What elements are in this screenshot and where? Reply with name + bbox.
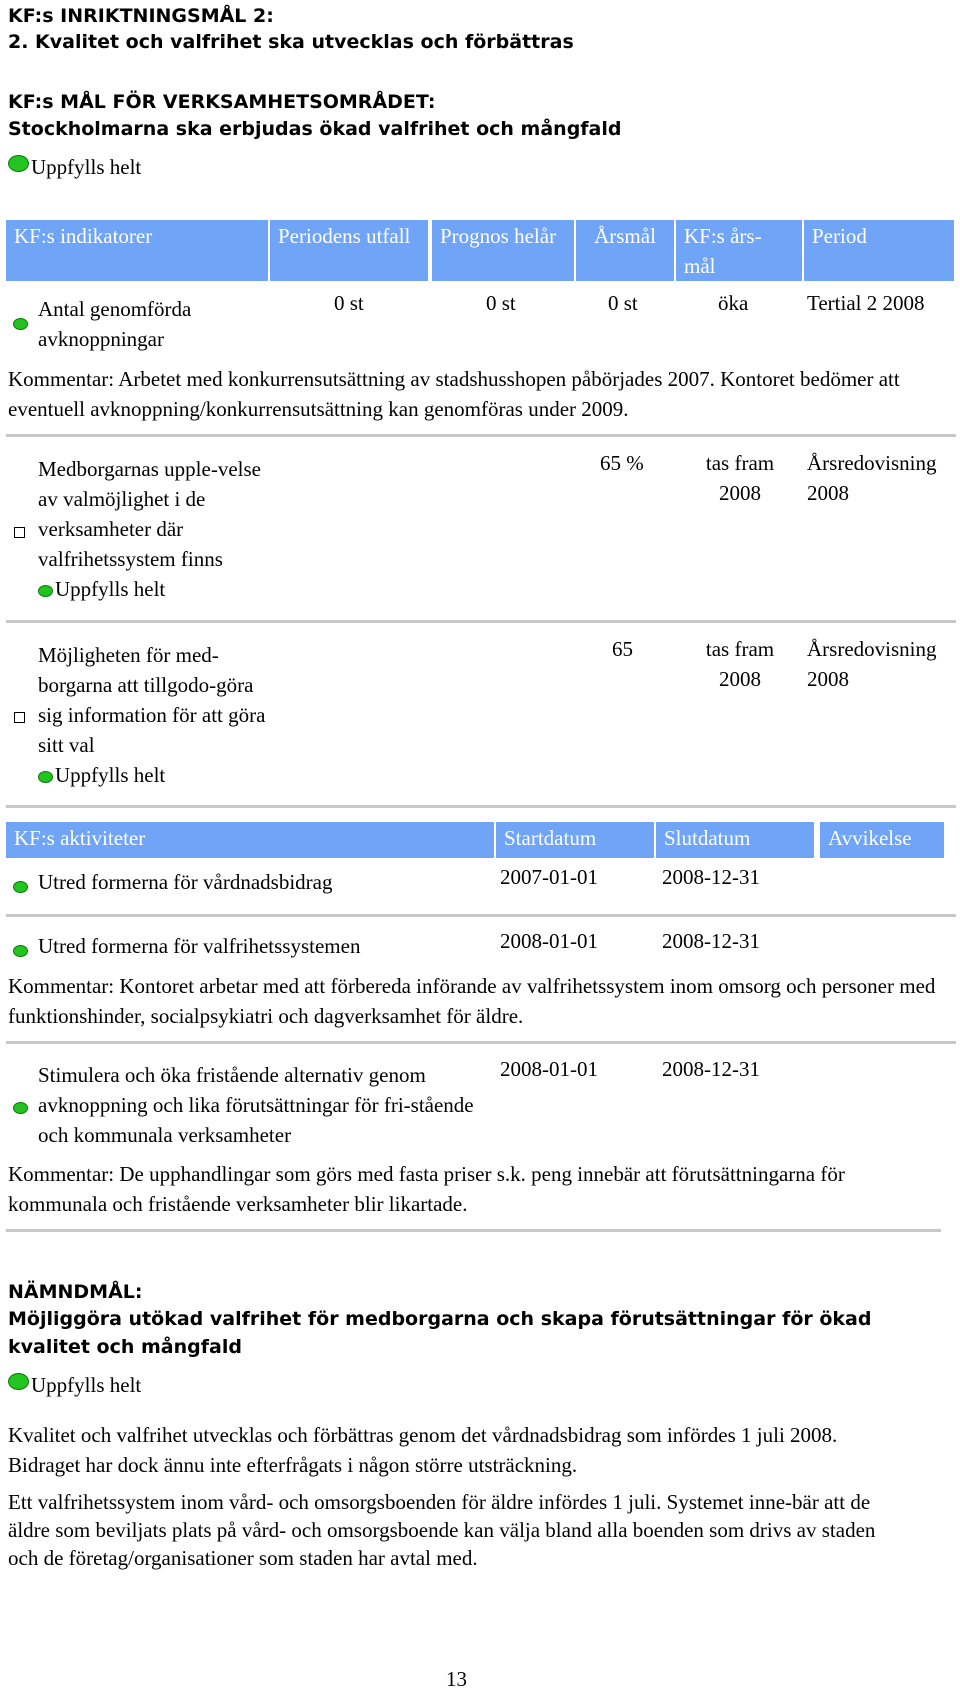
divider	[6, 805, 956, 808]
row3-square-icon	[14, 712, 25, 723]
row1-period: Tertial 2 2008	[807, 291, 925, 315]
row3-kf-arsmal: tas fram 2008	[705, 637, 775, 691]
activity2-start: 2008-01-01	[500, 929, 598, 953]
activity3-comment: Kommentar: De upphandlingar som görs med fasta priser s.k. peng innebär att förutsättningarna för kommunala och fristående verksamheter blir likartade.	[8, 1162, 845, 1216]
namnd-title: NÄMNDMÅL:	[8, 1281, 143, 1303]
row2-status	[38, 574, 165, 604]
namnd-status-label: Uppfylls helt	[31, 1373, 142, 1397]
row1-kf-arsmal: öka	[718, 291, 749, 315]
row2-arsmal: 65 %	[600, 451, 644, 475]
heading-line2: 2. Kvalitet och valfrihet ska utvecklas och förbättras	[8, 31, 574, 53]
comment-avknoppning: Kommentar: Arbetet med konkurrensutsättning av stadshusshopen påbörjades 2007. Kontoret bedömer att eventuell avknoppning/konkurrensutsättning kan genomföras under 2009.	[8, 367, 900, 421]
namnd-para1: Kvalitet och valfrihet utvecklas och förbättras genom det vårdnadsbidrag som infördes 1 juli 2008. Bidraget har dock ännu inte efterfrågats i någon större utsträckning.	[8, 1423, 838, 1477]
row3-status-icon	[38, 771, 53, 783]
row1-green-icon	[13, 318, 28, 330]
namnd-status-icon	[8, 1373, 29, 1390]
activity2-name: Utred formerna för valfrihetssystemen	[38, 934, 361, 958]
status-green-icon	[8, 155, 29, 172]
activity3-green-icon	[13, 1102, 28, 1114]
divider	[6, 434, 956, 437]
goal-status	[8, 152, 141, 182]
divider	[6, 620, 956, 623]
row3-status-label: Uppfylls helt	[55, 763, 166, 787]
row2-name: Medborgarnas upple-velse av valmöjlighet i de verksamheter där valfrihetssystem finns	[38, 457, 261, 571]
row2-status-icon	[38, 585, 53, 597]
row1-name: Antal genomförda avknoppningar	[38, 297, 192, 351]
heading-line3: KF:s MÅL FÖR VERKSAMHETSOMRÅDET:	[8, 91, 436, 113]
col-header-period: Period	[804, 220, 954, 281]
row3-period: Årsredovisning 2008	[807, 637, 937, 691]
activity1-end: 2008-12-31	[662, 865, 760, 889]
row2-square-icon	[14, 527, 25, 538]
col-header-indicator: KF:s indikatorer	[6, 220, 268, 281]
row3-status	[38, 760, 165, 790]
col-header-avvikelse: Avvikelse	[820, 822, 944, 858]
goal-status-label: Uppfylls helt	[31, 155, 142, 179]
namnd-status	[8, 1370, 141, 1400]
activity3-end: 2008-12-31	[662, 1057, 760, 1081]
row1-arsmal: 0 st	[608, 291, 638, 315]
divider	[6, 914, 956, 917]
row3-name: Möjligheten för med-borgarna att tillgodo-göra sig information för att göra sitt val	[38, 643, 266, 757]
activity1-green-icon	[13, 881, 28, 893]
divider	[6, 1229, 941, 1232]
col-header-kf-arsmal: KF:s års-mål	[676, 220, 802, 281]
row3-arsmal: 65	[612, 637, 633, 661]
activity3-name: Stimulera och öka fristående alternativ genom avknoppning och lika förutsättningar för fri-stående och kommunala verksamheter	[38, 1063, 474, 1147]
activity2-green-icon	[13, 945, 28, 957]
row2-status-label: Uppfylls helt	[55, 577, 166, 601]
row2-kf-arsmal: tas fram 2008	[705, 451, 775, 505]
col-header-startdatum: Startdatum	[496, 822, 654, 858]
col-header-utfall: Periodens utfall	[270, 220, 428, 281]
col-header-prognos: Prognos helår	[432, 220, 574, 281]
activity3-start: 2008-01-01	[500, 1057, 598, 1081]
activity1-start: 2007-01-01	[500, 865, 598, 889]
row2-period: Årsredovisning 2008	[807, 451, 937, 505]
page-number: 13	[446, 1667, 467, 1691]
activity2-end: 2008-12-31	[662, 929, 760, 953]
col-header-arsmal: Årsmål	[576, 220, 674, 281]
namnd-para2: Ett valfrihetssystem inom vård- och omsorgsboenden för äldre infördes 1 juli. Systemet inne-bär att de äldre som beviljats plats på vård- och omsorgsboende kan välja bland alla boenden som drivs av staden och de företag/organisationer som staden har avtal med.	[8, 1490, 876, 1570]
heading-line4: Stockholmarna ska erbjudas ökad valfrihet och mångfald	[8, 118, 622, 140]
row1-utfall: 0 st	[334, 291, 364, 315]
activity1-name: Utred formerna för vårdnadsbidrag	[38, 870, 333, 894]
activities-header: KF:s aktiviteter	[6, 822, 494, 858]
divider	[6, 1041, 956, 1044]
namnd-goal: Möjliggöra utökad valfrihet för medborgarna och skapa förutsättningar för ökad kvalitet och mångfald	[8, 1308, 872, 1358]
heading-line1: KF:s INRIKTNINGSMÅL 2:	[8, 5, 274, 27]
activity2-comment: Kommentar: Kontoret arbetar med att förbereda införande av valfrihetssystem inom omsorg och personer med funktionshinder, socialpsykiatri och dagverksamhet för äldre.	[8, 974, 936, 1028]
row1-prognos: 0 st	[486, 291, 516, 315]
col-header-slutdatum: Slutdatum	[656, 822, 814, 858]
